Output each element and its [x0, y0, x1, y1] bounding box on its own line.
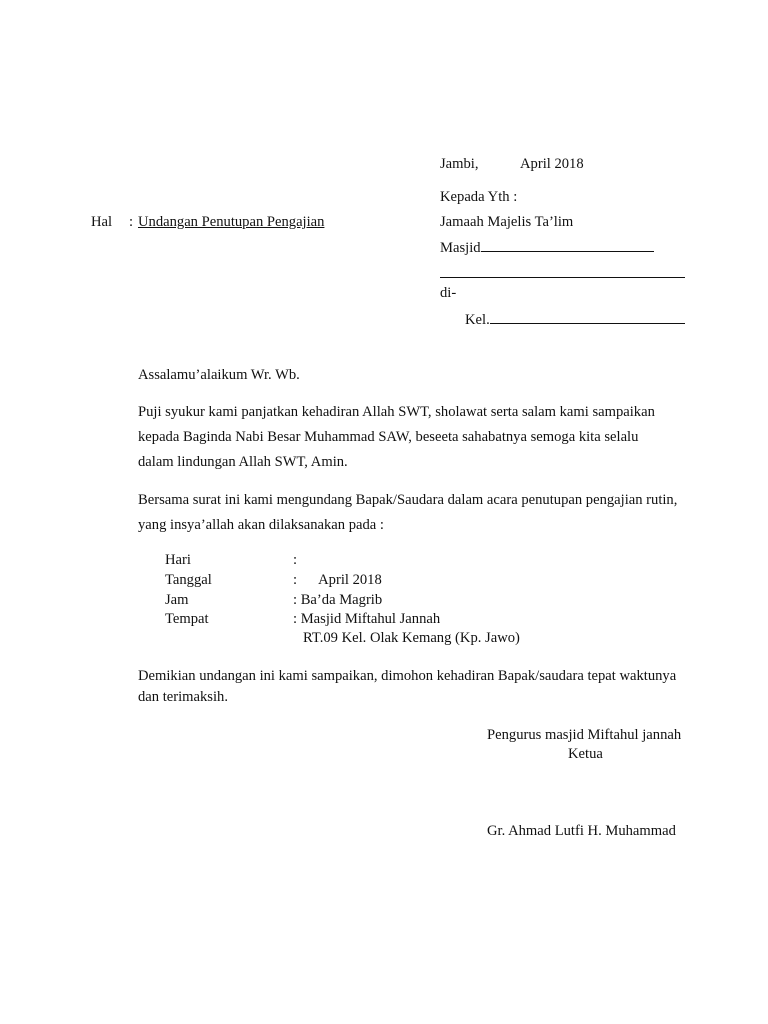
letter-place: Jambi, — [440, 156, 479, 172]
letter-date: April 2018 — [520, 156, 584, 172]
paragraph-closing — [138, 666, 718, 708]
recipient-kel — [465, 310, 685, 329]
kel-blank — [490, 310, 685, 324]
recipient-line1: Jamaah Majelis Ta’lim — [440, 214, 574, 230]
recipient-kepada: Kepada Yth : — [440, 189, 518, 205]
detail-label-hari: Hari — [165, 552, 191, 568]
masjid-blank — [481, 238, 654, 252]
recipient-blank-line — [440, 277, 685, 278]
detail-value-jam: : Ba’da Magrib — [293, 592, 383, 608]
detail-value-tempat: : Masjid Miftahul Jannah — [293, 611, 441, 627]
paragraph-invitation — [138, 488, 718, 538]
detail-label-tanggal: Tanggal — [165, 572, 212, 588]
paragraph-line: kepada Baginda Nabi Besar Muhammad SAW, beseeta sahabatnya semoga kita selalu — [138, 429, 639, 445]
recipient-di: di- — [440, 285, 457, 301]
detail-label-tempat: Tempat — [165, 611, 209, 627]
kel-label: Kel. — [465, 312, 490, 328]
subject-colon: : — [129, 214, 134, 230]
signature-role: Ketua — [568, 746, 603, 762]
signature-name: Gr. Ahmad Lutfi H. Muhammad — [487, 823, 676, 839]
paragraph-line: Puji syukur kami panjatkan kehadiran Allah SWT, sholawat serta salam kami sampaikan — [138, 404, 655, 420]
masjid-label: Masjid — [440, 240, 481, 256]
paragraph-line: yang insya’allah akan dilaksanakan pada : — [138, 517, 384, 533]
detail-value-hari: : — [293, 552, 298, 568]
paragraph-line: Bersama surat ini kami mengundang Bapak/Saudara dalam acara penutupan pengajian rutin, — [138, 492, 678, 508]
paragraph-opening — [138, 400, 718, 475]
paragraph-line: dalam lindungan Allah SWT, Amin. — [138, 454, 348, 470]
recipient-masjid — [440, 238, 654, 257]
greeting: Assalamu’alaikum Wr. Wb. — [138, 367, 300, 383]
detail-label-jam: Jam — [165, 592, 189, 608]
detail-value-tanggal: : April 2018 — [293, 572, 382, 588]
signature-org: Pengurus masjid Miftahul jannah — [487, 727, 682, 743]
subject-text: Undangan Penutupan Pengajian — [138, 214, 325, 230]
detail-value-address: RT.09 Kel. Olak Kemang (Kp. Jawo) — [303, 630, 520, 646]
paragraph-line: dan terimaksih. — [138, 689, 228, 705]
paragraph-line: Demikian undangan ini kami sampaikan, dimohon kehadiran Bapak/saudara tepat waktunya — [138, 668, 677, 684]
subject-label: Hal — [91, 214, 113, 230]
